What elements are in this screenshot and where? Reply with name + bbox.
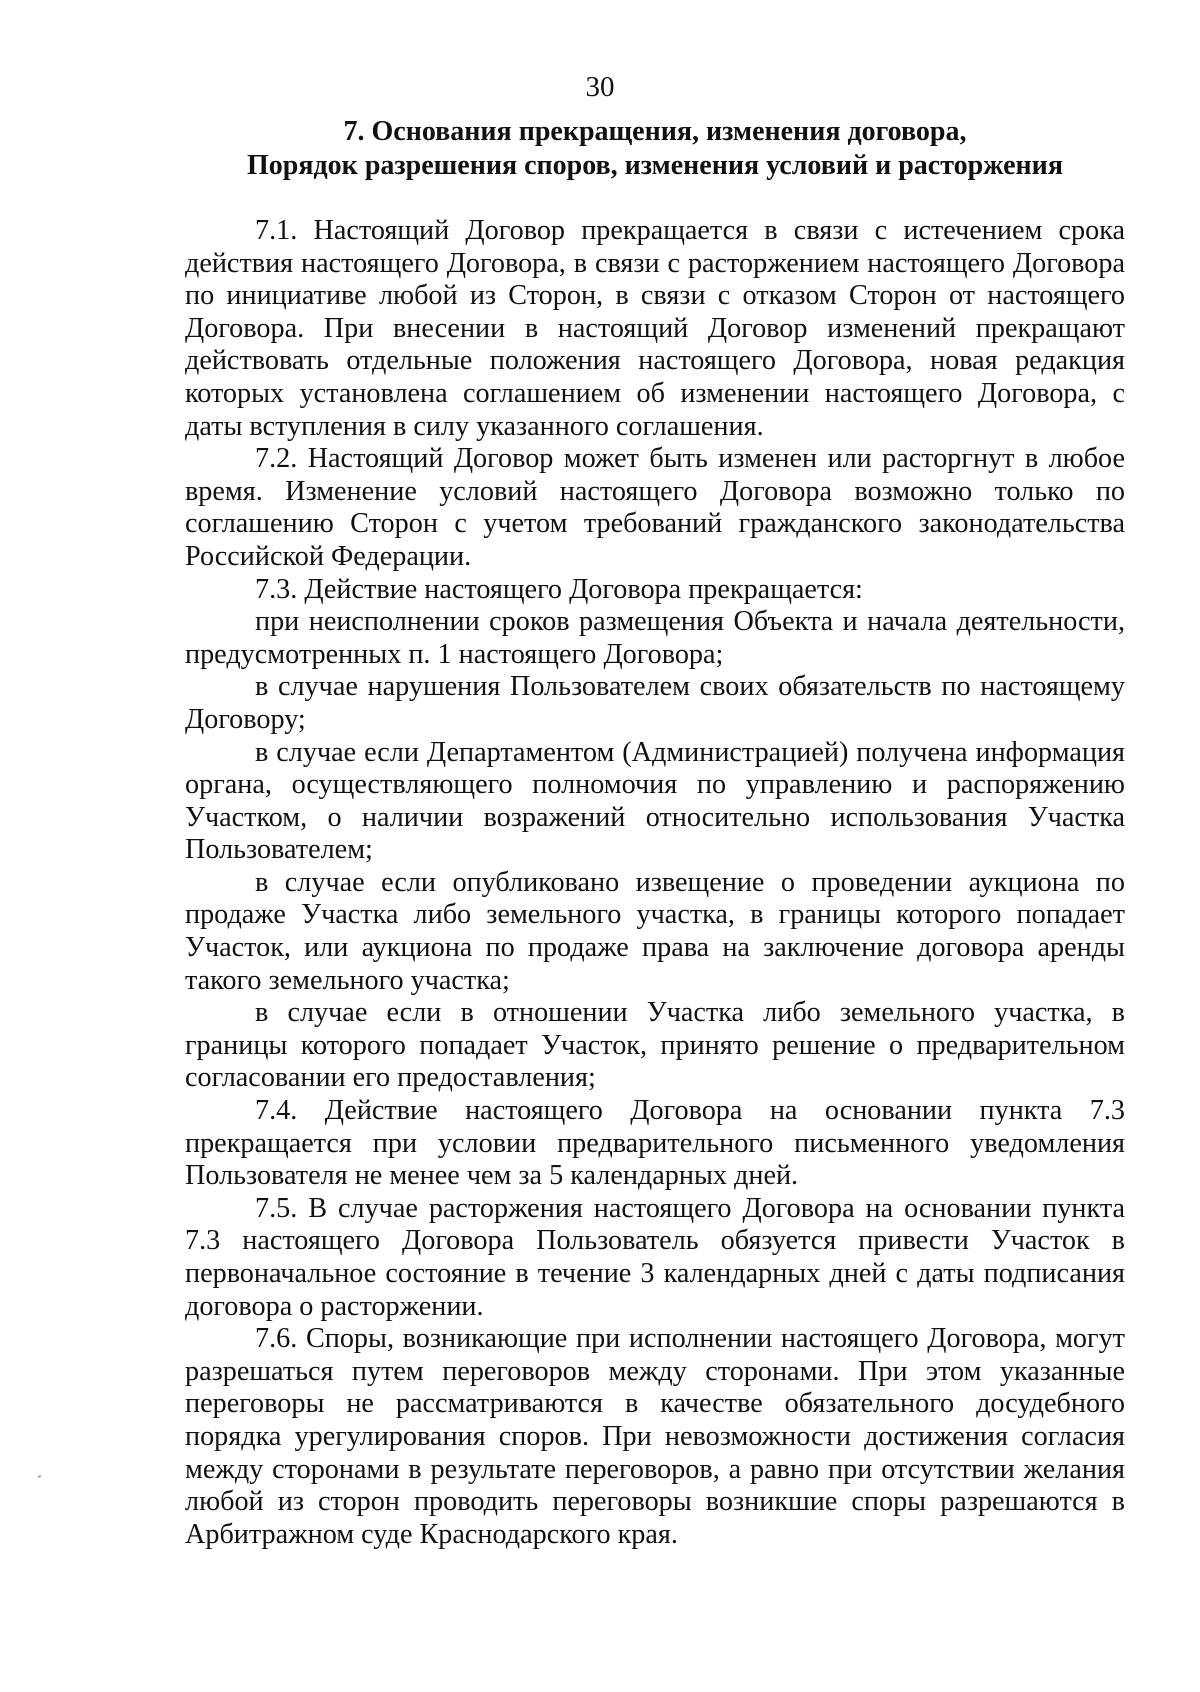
scan-speck	[38, 1475, 41, 1478]
list-item-7-3-e: в случае если в отношении Участка либо земельного участка, в границы которого попадает Участок, принято решение о предварительном согласовании его предоставления;	[185, 997, 1125, 1094]
list-item-7-3-a: при неисполнении сроков размещения Объекта и начала деятельности, предусмотренных п. 1 настоящего Договора;	[185, 606, 1125, 670]
section-title-line-2: Порядок разрешения споров, изменения условий и расторжения	[247, 150, 1063, 181]
paragraph-7-6: 7.6. Споры, возникающие при исполнении настоящего Договора, могут разрешаться путем переговоров между сторонами. При этом указанные переговоры не рассматриваются в качестве обязательного досудебного порядка урегулирования споров. При невозможности достижения согласия между сторонами в результате переговоров, а равно при отсутствии желания любой из сторон проводить переговоры возникшие споры разрешаются в Арбитражном суде Краснодарского края.	[185, 1323, 1125, 1550]
section-title	[185, 115, 1125, 183]
paragraph-7-1: 7.1. Настоящий Договор прекращается в связи с истечением срока действия настоящего Договора, в связи с расторжением настоящего Договора по инициативе любой из Сторон, в связи с отказом Сторон от настоящего Договора. При внесении в настоящий Договор изменений прекращают действовать отдельные положения настоящего Договора, новая редакция которых установлена соглашением об изменении настоящего Договора, с даты вступления в силу указанного соглашения.	[185, 215, 1125, 442]
paragraph-7-4: 7.4. Действие настоящего Договора на основании пункта 7.3 прекращается при условии предварительного письменного уведомления Пользователя не менее чем за 5 календарных дней.	[185, 1095, 1125, 1192]
paragraph-7-3: 7.3. Действие настоящего Договора прекращается:	[255, 573, 863, 605]
list-item-7-3-b: в случае нарушения Пользователем своих обязательств по настоящему Договору;	[185, 671, 1125, 735]
paragraph-7-5: 7.5. В случае расторжения настоящего Договора на основании пункта 7.3 настоящего Договора Пользователь обязуется привести Участок в первоначальное состояние в течение 3 календарных дней с даты подписания договора о расторжении.	[185, 1192, 1125, 1322]
page-number: 30	[585, 71, 615, 103]
document-body	[185, 215, 1125, 1551]
paragraph-7-2: 7.2. Настоящий Договор может быть изменен или расторгнут в любое время. Изменение условий настоящего Договора возможно только по соглашению Сторон с учетом требований гражданского законодательства Российской Федерации.	[185, 443, 1125, 572]
section-title-line-1: 7. Основания прекращения, изменения договора,	[343, 116, 967, 147]
list-item-7-3-c: в случае если Департаментом (Администрацией) получена информация органа, осуществляющего полномочия по управлению и распоряжению Участком, о наличии возражений относительно использования Участка Пользователем;	[185, 736, 1125, 866]
list-item-7-3-d: в случае если опубликовано извещение о проведении аукциона по продаже Участка либо земельного участка, в границы которого попадает Участок, или аукциона по продаже права на заключение договора аренды такого земельного участка;	[185, 866, 1125, 996]
